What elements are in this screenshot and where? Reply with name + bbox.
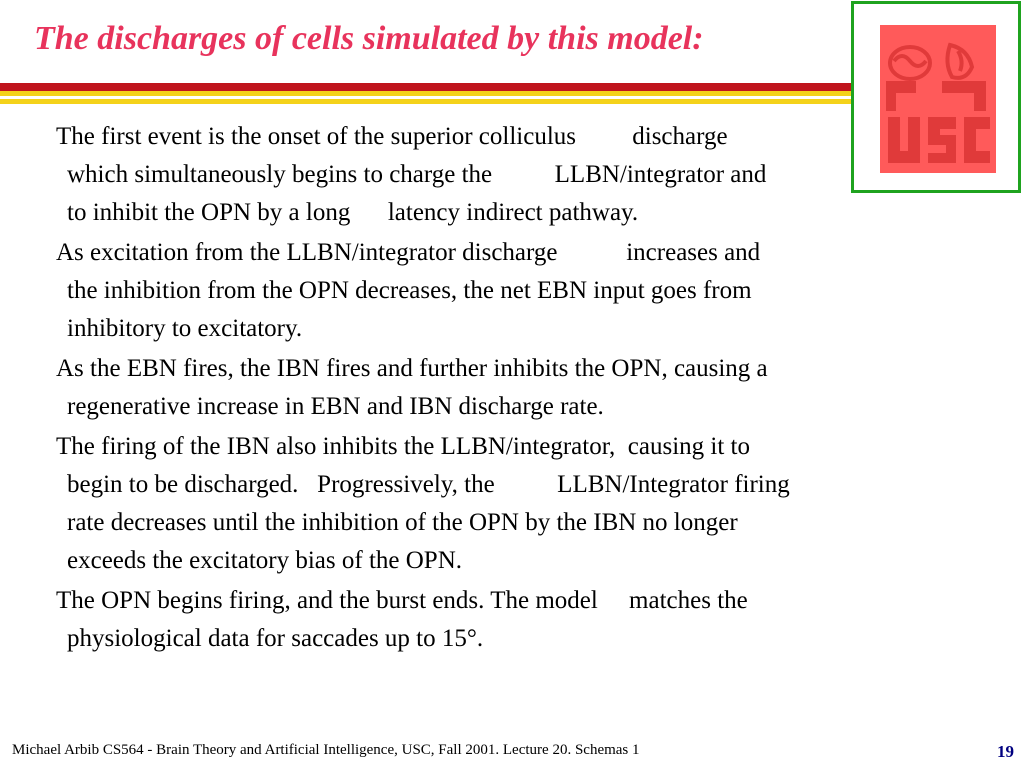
page-number: 19 bbox=[997, 742, 1014, 761]
text-line: the inhibition from the OPN decreases, the net EBN input goes from bbox=[67, 277, 752, 304]
slide-title: The discharges of cells simulated by this model: bbox=[34, 20, 704, 57]
text-line: The firing of the IBN also inhibits the LLBN/integrator, causing it to bbox=[56, 433, 751, 460]
footer-text: Michael Arbib CS564 - Brain Theory and Artificial Intelligence, USC, Fall 2001. Lecture 20. Schemas 1 bbox=[12, 742, 640, 758]
text-line: The first event is the onset of the superior colliculus discharge bbox=[56, 123, 728, 150]
text-line: inhibitory to excitatory. bbox=[67, 315, 303, 342]
text-line: which simultaneously begins to charge the LLBN/integrator and bbox=[67, 161, 767, 188]
text-line: exceeds the excitatory bias of the OPN. bbox=[67, 547, 463, 574]
text-line: As the EBN fires, the IBN fires and further inhibits the OPN, causing a bbox=[56, 355, 768, 382]
body-text bbox=[56, 118, 976, 660]
title-underline-yellow-bottom bbox=[0, 99, 852, 104]
text-line: regenerative increase in EBN and IBN discharge rate. bbox=[67, 393, 604, 420]
paragraph bbox=[56, 582, 976, 658]
paragraph bbox=[56, 428, 976, 580]
text-line: begin to be discharged. Progressively, the LLBN/Integrator firing bbox=[67, 471, 790, 498]
paragraph bbox=[56, 234, 976, 348]
paragraph bbox=[56, 350, 976, 426]
text-line: to inhibit the OPN by a long latency indirect pathway. bbox=[67, 199, 639, 226]
text-line: The OPN begins firing, and the burst ends. The model matches the bbox=[56, 587, 748, 614]
paragraph bbox=[56, 118, 976, 232]
title-underline-red bbox=[0, 83, 852, 91]
text-line: As excitation from the LLBN/integrator discharge increases and bbox=[56, 239, 761, 266]
text-line: physiological data for saccades up to 15°. bbox=[67, 625, 484, 652]
text-line: rate decreases until the inhibition of the OPN by the IBN no longer bbox=[67, 509, 738, 536]
